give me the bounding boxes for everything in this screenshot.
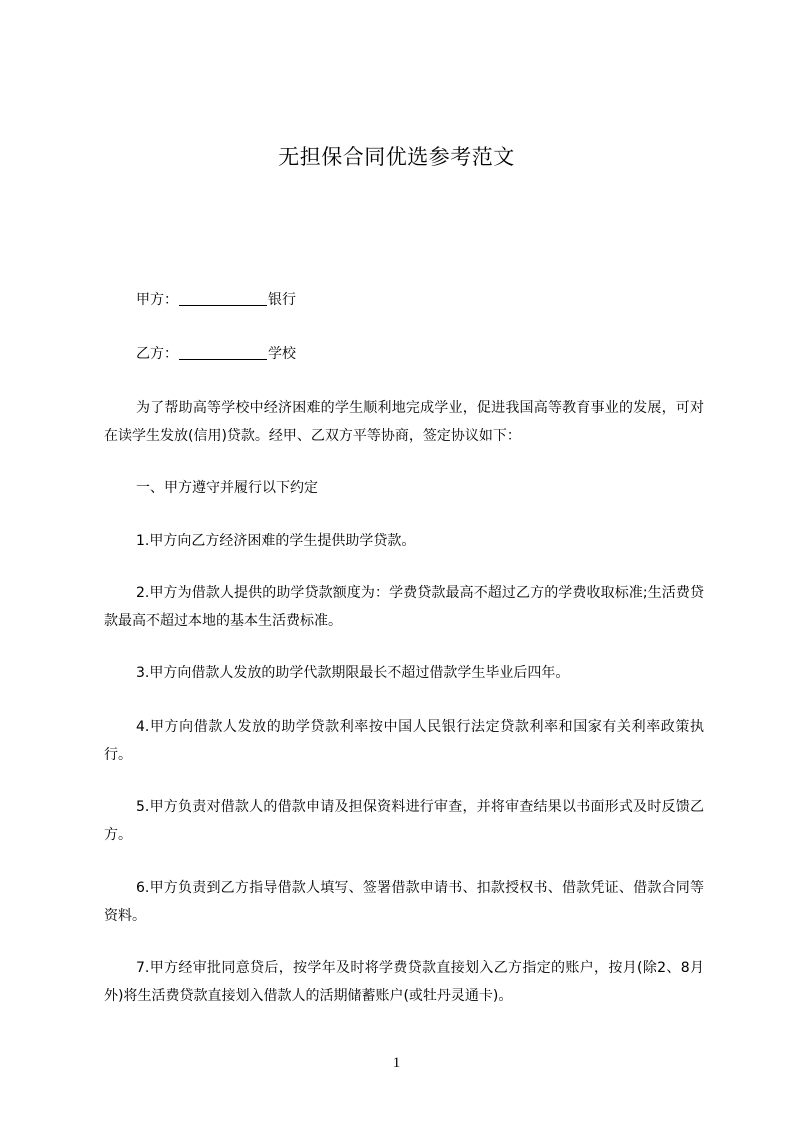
party-b-line	[104, 340, 704, 368]
clause-3: 3.甲方向借款人发放的助学代款期限最长不超过借款学生毕业后四年。	[136, 665, 570, 681]
clause-5: 5.甲方负责对借款人的借款申请及担保资料进行审查，并将审查结果以书面形式及时反馈乙方。	[104, 799, 704, 843]
clause-2: 2.甲方为借款人提供的助学贷款额度为：学费贷款最高不超过乙方的学费收取标准;生活费贷款最高不超过本地的基本生活费标准。	[104, 585, 704, 629]
clause-4: 4.甲方向借款人发放的助学贷款利率按中国人民银行法定贷款利率和国家有关利率政策执行。	[104, 719, 704, 763]
clause-7: 7.甲方经审批同意贷后，按学年及时将学费贷款直接划入乙方指定的账户，按月(除2、8月外)将生活费贷款直接划入借款人的活期储蓄账户(或牡丹灵通卡)。	[104, 960, 704, 1004]
section-1-heading: 一、甲方遵守并履行以下约定	[136, 480, 318, 496]
clause-1: 1.甲方向乙方经济困难的学生提供助学贷款。	[136, 533, 416, 549]
party-b-blank	[179, 345, 267, 360]
intro-paragraph: 为了帮助高等学校中经济困难的学生顺利地完成学业，促进我国高等教育事业的发展，可对在读学生发放(信用)贷款。经甲、乙双方平等协商，签定协议如下：	[104, 400, 704, 444]
party-a-line	[104, 286, 704, 314]
page-number: 1	[392, 1055, 401, 1071]
party-a-label: 甲方：	[136, 292, 178, 308]
party-b-label: 乙方：	[136, 346, 178, 362]
party-a-blank	[179, 291, 267, 306]
party-b-suffix: 学校	[268, 346, 296, 362]
clause-6: 6.甲方负责到乙方指导借款人填写、签署借款申请书、扣款授权书、借款凭证、借款合同等资料。	[104, 880, 704, 924]
party-a-suffix: 银行	[268, 292, 296, 308]
document-title: 无担保合同优选参考范文	[278, 145, 515, 169]
